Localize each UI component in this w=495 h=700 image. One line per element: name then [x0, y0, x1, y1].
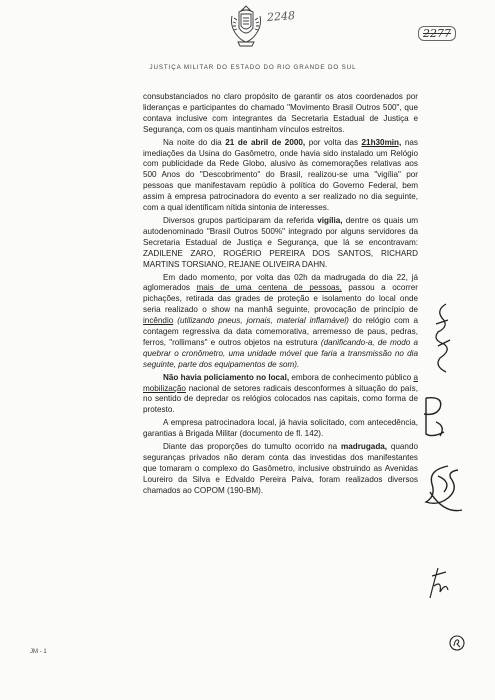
- mobilization-text: a mobilização: [143, 372, 418, 393]
- no-policing-text: Não havia policiamento no local,: [163, 372, 290, 382]
- madrugada-text: madrugada,: [341, 442, 388, 452]
- paragraph-6: A empresa patrocinadora local, já havia solicitado, com antecedência, garantias à Brigada Militar (documento de fl. 142).: [143, 418, 418, 439]
- document-body: [143, 92, 418, 499]
- signature-1-icon: [428, 300, 458, 380]
- time-text: 21h30min,: [361, 137, 402, 147]
- paragraph-5: Não havia policiamento no local, embora de conhecimento público a mobilização nacional de setores radicais desconformes à situação do país, no sentido de depredar os relógios colocados nas capitais, como forma de protesto.: [143, 372, 418, 415]
- institution-header: JUSTIÇA MILITAR DO ESTADO DO RIO GRANDE DO SUL: [149, 64, 357, 71]
- fire-text: incêndio: [143, 316, 174, 326]
- date-text: 21 de abril de 2000,: [225, 137, 306, 147]
- crowd-text: mais de uma centena de pessoas,: [196, 283, 342, 293]
- corner-page-number: 2277: [418, 26, 456, 41]
- form-code: JM - 1: [30, 649, 47, 655]
- signature-2-icon: [418, 392, 452, 442]
- paragraph-7: Diante das proporções do tumulto ocorrido na madrugada, quando seguranças privados não deram conta das investidas dos manifestantes que tomaram o complexo do Gasômetro, inclusive obstruindo as Avenidas Loureiro da Silva e Edvaldo Pereira Paiva, foram realizados diversos chamados ao COPOM (190-BM).: [143, 442, 418, 495]
- signature-3-icon: [418, 462, 468, 522]
- vigilia-text: vigília,: [317, 215, 343, 225]
- paragraph-2: Na noite do dia 21 de abril de 2000, por volta das 21h30min, nas imediações da Usina do Gasômetro, onde havia sido instalado um Relógio com publicidade da Rede Globo, alusivo às comemorações relativas aos 500 Anos do "Descobrimento" do Brasil, realizou-se uma "vigília" por pessoas que manifestavam repúdio à política do Governo Federal, bem assim à empresa patrocinadora do evento a ser realizado no dia seguinte, com a qual identificam nítida sintonia de interesses.: [143, 137, 418, 213]
- paragraph-1: consubstanciados no claro propósito de garantir os atos coordenados por lideranças e participantes do chamado "Movimento Brasil Outros 500", que contava inclusive com integrantes da Secretaria Estadual de Justiça e Segurança, com os quais mantinham vínculos estreitos.: [143, 92, 418, 134]
- paragraph-3: Diversos grupos participaram da referida vigília, dentre os quais um autodenominado "Brasil Outros 500%" integrado por alguns servidores da Secretaria Estadual de Justiça e Segurança, que lá se encontravam: ZADILENE ZARO, ROGÉRIO PEREIRA DOS SANTOS, RICHARD MARTINS TORSIANO, REJANE OLIVEIRA DAHN.: [143, 215, 418, 269]
- stamp-number: 2248: [266, 9, 296, 24]
- circled-initial-icon: [448, 634, 466, 652]
- names-list: ZADILENE ZARO, ROGÉRIO PEREIRA DOS SANTOS, RICHARD MARTINS TORSIANO, REJANE OLIVEIRA DAHN.: [143, 248, 418, 269]
- coat-of-arms-icon: [228, 4, 264, 48]
- signature-4-icon: [424, 562, 454, 602]
- paragraph-4: Em dado momento, por volta das 02h da madrugada do dia 22, já aglomerados mais de uma centena de pessoas, passou a ocorrer pichações, retirada das grades de proteção e isolamento do local onde seria realizado o show na manhã seguinte, provocação de princípio de incêndio (utilizando pneus, jornais, material inflamável) do relógio com a contagem regressiva da data comemorativa, arremesso de paus, pedras, ferros, "rollimans" e outros objetos na estrutura (danificando-a, de modo a quebrar o cronômetro, uma unidade móvel que faria a transmissão no dia seguinte, parte dos equipamentos de som).: [143, 272, 419, 369]
